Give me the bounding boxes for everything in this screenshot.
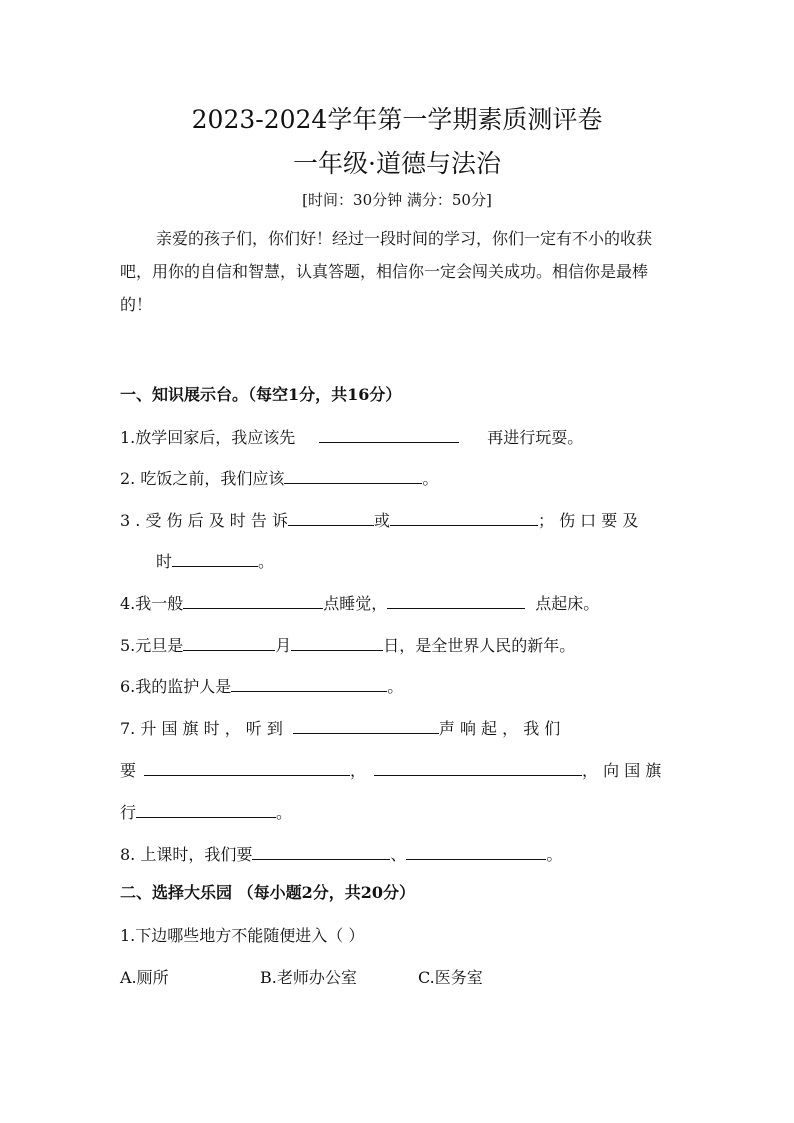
q1-7-text-e: ， 向 国 旗: [582, 761, 662, 780]
question-1-8: [120, 842, 562, 865]
q1-2-text-b: 。: [422, 469, 439, 488]
question-1-4: [120, 591, 599, 614]
q1-4-text-c: 点起床。: [535, 594, 600, 613]
q1-3-text-e: 。: [258, 552, 275, 571]
answer-blank[interactable]: [183, 635, 275, 651]
answer-blank[interactable]: [284, 468, 422, 484]
q1-4-text-b: 点睡觉，: [323, 594, 388, 613]
question-1-7: [120, 716, 560, 739]
q1-3-text-b: 或: [373, 511, 390, 530]
question-1-6: [120, 674, 403, 697]
answer-blank[interactable]: [231, 676, 387, 692]
exam-meta: [时间：30分钟 满分：50分]: [302, 191, 492, 209]
q1-7-text-a: 7. 升 国 旗 时 ， 听 到: [120, 719, 283, 738]
q1-1-text-b: 再进行玩耍。: [487, 428, 584, 447]
answer-blank[interactable]: [390, 510, 538, 526]
q1-7-text-g: 。: [276, 803, 293, 822]
q1-3-text-c: ； 伤 口 要 及: [537, 511, 639, 530]
q1-5-text-b: 月: [275, 636, 292, 655]
answer-blank[interactable]: [293, 718, 439, 734]
answer-blank[interactable]: [374, 760, 582, 776]
question-1-3: [120, 508, 638, 531]
q1-5-text-a: 5.元旦是: [120, 636, 184, 655]
option-b[interactable]: B.老师办公室: [260, 968, 357, 987]
q1-5-text-c: 日，是全世界人民的新年。: [383, 636, 576, 655]
q1-4-text-a: 4.我一般: [120, 594, 184, 613]
question-1-7-cont2: [120, 800, 292, 823]
option-c[interactable]: C.医务室: [418, 968, 483, 987]
question-1-1: [120, 425, 583, 448]
answer-blank[interactable]: [288, 510, 374, 526]
question-1-2: [120, 466, 438, 489]
intro-paragraph: 亲爱的孩子们，你们好！经过一段时间的学习，你们一定有不小的收获吧，用你的自信和智慧，认真答题，相信你一定会闯关成功。相信你是最棒的！: [120, 229, 653, 314]
question-1-3-cont: [156, 549, 274, 572]
page-subtitle: 一年级·道德与法治: [293, 149, 501, 178]
question-1-5: [120, 633, 575, 656]
answer-blank[interactable]: [387, 593, 525, 609]
q1-6-text-a: 6.我的监护人是: [120, 677, 232, 696]
page-title: 2023-2024学年第一学期素质测评卷: [191, 105, 603, 134]
q1-2-text-a: 2. 吃饭之前，我们应该: [120, 469, 285, 488]
q1-7-text-b: 声 响 起 ， 我 们: [438, 719, 561, 738]
answer-blank[interactable]: [319, 427, 459, 443]
section2-title: 二、选择大乐园 （每小题2分，共20分）: [120, 883, 415, 902]
q1-8-text-b: 、: [390, 845, 407, 864]
q1-8-text-c: 。: [546, 845, 563, 864]
answer-blank[interactable]: [183, 593, 323, 609]
q1-7-text-f: 行: [120, 803, 137, 822]
section1-title: 一、知识展示台。（每空1分，共16分）: [120, 385, 402, 404]
answer-blank[interactable]: [252, 844, 390, 860]
q1-3-text-a: 3 . 受 伤 后 及 时 告 诉: [120, 511, 288, 530]
q1-7-text-d: ，: [350, 761, 367, 780]
q1-8-text-a: 8. 上课时，我们要: [120, 845, 253, 864]
question-2-1: 1.下边哪些地方不能随便进入（ ）: [120, 926, 365, 945]
answer-blank[interactable]: [291, 635, 383, 651]
question-1-7-cont: [120, 758, 661, 781]
q1-6-text-b: 。: [387, 677, 404, 696]
answer-blank[interactable]: [172, 551, 258, 567]
q1-3-text-d: 时: [156, 552, 173, 571]
option-a[interactable]: A.厕所: [120, 968, 169, 987]
q1-7-text-c: 要: [120, 761, 137, 780]
answer-blank[interactable]: [406, 844, 546, 860]
answer-blank[interactable]: [136, 802, 276, 818]
q1-1-text-a: 1.放学回家后，我应该先: [120, 428, 296, 447]
answer-blank[interactable]: [144, 760, 350, 776]
